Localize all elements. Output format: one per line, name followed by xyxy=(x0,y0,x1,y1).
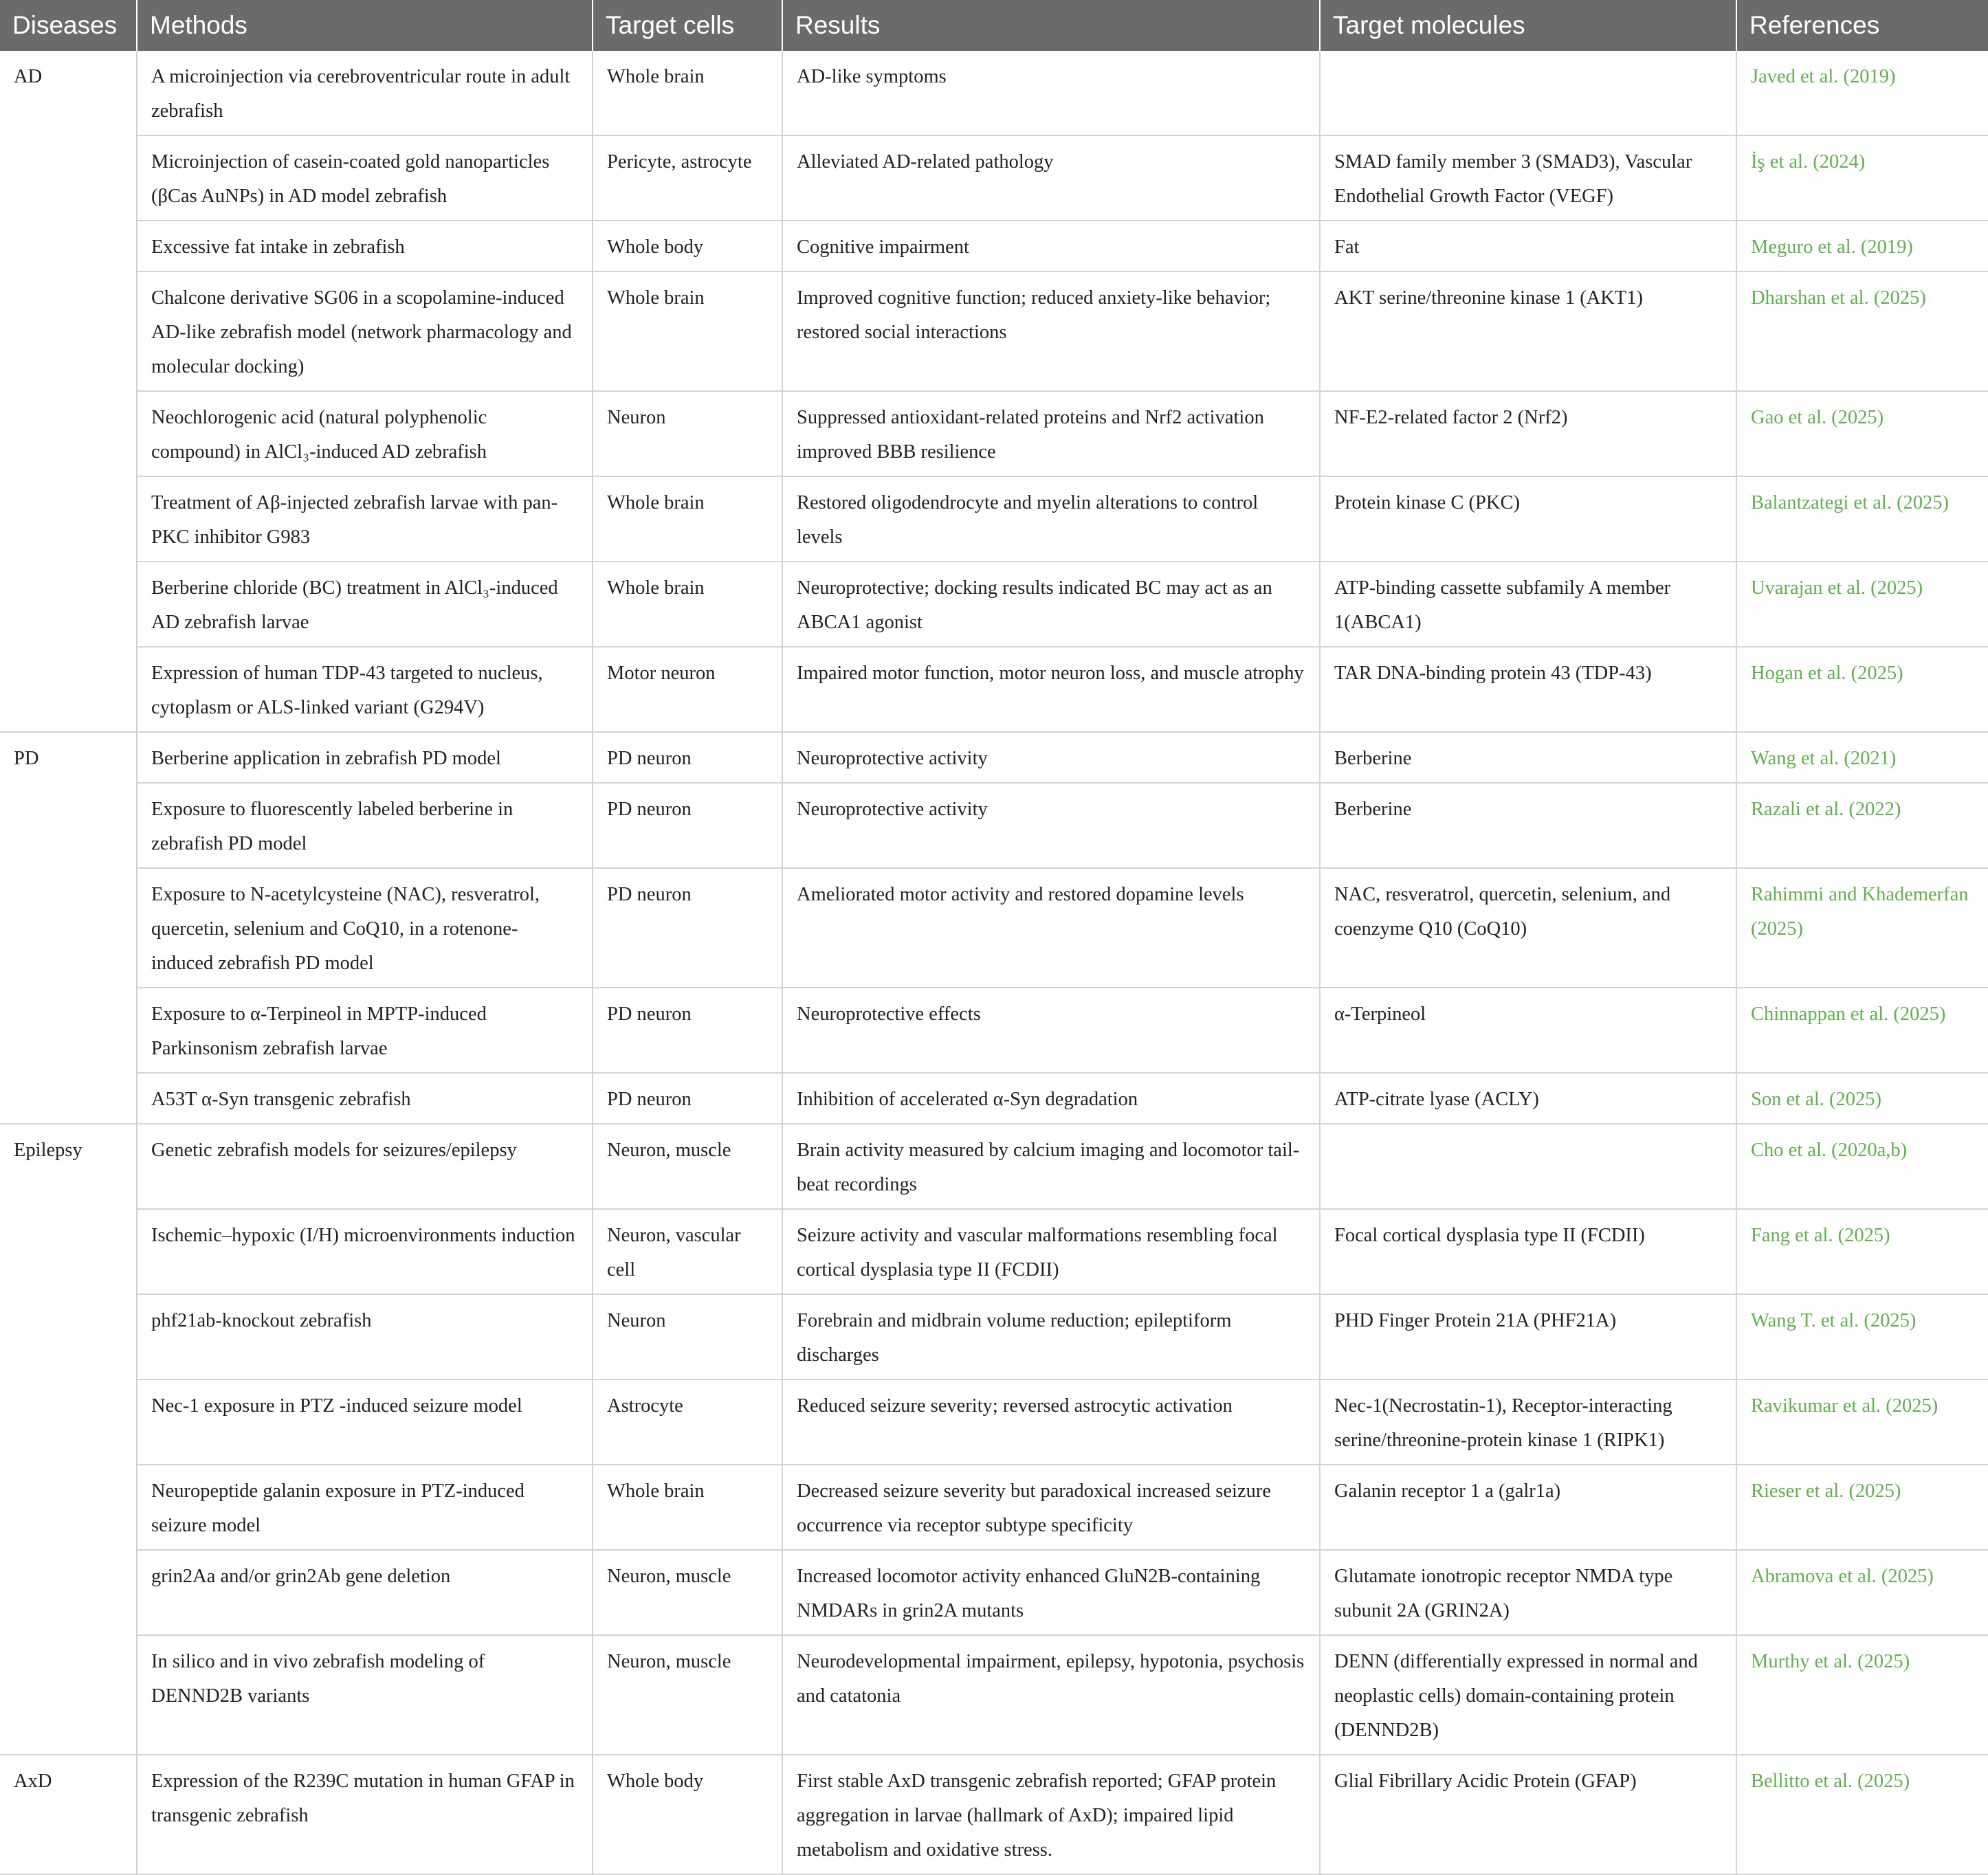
method-cell: Ischemic–hypoxic (I/H) microenvironments induction xyxy=(137,1209,593,1294)
target-molecules-cell: Berberine xyxy=(1320,783,1736,868)
target-cells-cell: PD neuron xyxy=(593,1073,782,1124)
method-cell: Expression of the R239C mutation in human GFAP in transgenic zebrafish xyxy=(137,1755,593,1874)
table-row xyxy=(0,271,1988,391)
reference-link[interactable]: Wang T. et al. (2025) xyxy=(1736,1294,1988,1379)
target-cells-cell: Neuron, muscle xyxy=(593,1124,782,1209)
header-methods: Methods xyxy=(137,0,593,51)
results-cell: Neuroprotective; docking results indicated BC may act as an ABCA1 agonist xyxy=(782,562,1320,647)
target-molecules-cell: ATP-binding cassette subfamily A member 1(ABCA1) xyxy=(1320,562,1736,647)
reference-link[interactable]: Gao et al. (2025) xyxy=(1736,391,1988,476)
method-cell: phf21ab-knockout zebrafish xyxy=(137,1294,593,1379)
disease-cell: PD xyxy=(0,732,137,1124)
target-cells-cell: Neuron xyxy=(593,1294,782,1379)
target-molecules-cell: Glutamate ionotropic receptor NMDA type subunit 2A (GRIN2A) xyxy=(1320,1550,1736,1635)
results-cell: Ameliorated motor activity and restored dopamine levels xyxy=(782,868,1320,988)
target-molecules-cell: ATP-citrate lyase (ACLY) xyxy=(1320,1073,1736,1124)
table-row xyxy=(0,783,1988,868)
results-cell: Alleviated AD-related pathology xyxy=(782,135,1320,221)
reference-link[interactable]: İş et al. (2024) xyxy=(1736,135,1988,221)
header-row xyxy=(0,0,1988,51)
table-row xyxy=(0,732,1988,783)
target-molecules-cell: TAR DNA-binding protein 43 (TDP-43) xyxy=(1320,647,1736,732)
table-row xyxy=(0,1550,1988,1635)
target-molecules-cell: PHD Finger Protein 21A (PHF21A) xyxy=(1320,1294,1736,1379)
table-row xyxy=(0,1379,1988,1465)
method-cell: Microinjection of casein-coated gold nanoparticles (βCas AuNPs) in AD model zebrafish xyxy=(137,135,593,221)
target-cells-cell: PD neuron xyxy=(593,783,782,868)
method-cell: Nec-1 exposure in PTZ -induced seizure model xyxy=(137,1379,593,1465)
results-cell: Improved cognitive function; reduced anxiety-like behavior; restored social interactions xyxy=(782,271,1320,391)
target-molecules-cell: α-Terpineol xyxy=(1320,988,1736,1073)
results-cell: Increased locomotor activity enhanced GluN2B-containing NMDARs in grin2A mutants xyxy=(782,1550,1320,1635)
reference-link[interactable]: Chinnappan et al. (2025) xyxy=(1736,988,1988,1073)
results-cell: Brain activity measured by calcium imaging and locomotor tail-beat recordings xyxy=(782,1124,1320,1209)
target-cells-cell: Whole brain xyxy=(593,1465,782,1550)
method-cell: Berberine chloride (BC) treatment in AlCl₃-induced AD zebrafish larvae xyxy=(137,562,593,647)
reference-link[interactable]: Rieser et al. (2025) xyxy=(1736,1465,1988,1550)
header-diseases: Diseases xyxy=(0,0,137,51)
target-cells-cell: Whole brain xyxy=(593,51,782,135)
reference-link[interactable]: Meguro et al. (2019) xyxy=(1736,221,1988,271)
table-row xyxy=(0,1465,1988,1550)
table-row xyxy=(0,1755,1988,1874)
method-cell: Exposure to N-acetylcysteine (NAC), resveratrol, quercetin, selenium and CoQ10, in a rotenone-induced zebrafish PD model xyxy=(137,868,593,988)
reference-link[interactable]: Hogan et al. (2025) xyxy=(1736,647,1988,732)
results-cell: Cognitive impairment xyxy=(782,221,1320,271)
table-row xyxy=(0,1073,1988,1124)
table-row xyxy=(0,1294,1988,1379)
target-molecules-cell: Focal cortical dysplasia type II (FCDII) xyxy=(1320,1209,1736,1294)
method-cell: Exposure to α-Terpineol in MPTP-induced Parkinsonism zebrafish larvae xyxy=(137,988,593,1073)
target-molecules-cell xyxy=(1320,1124,1736,1209)
target-cells-cell: Neuron, vascular cell xyxy=(593,1209,782,1294)
results-cell: Decreased seizure severity but paradoxical increased seizure occurrence via receptor subtype specificity xyxy=(782,1465,1320,1550)
target-molecules-cell: Glial Fibrillary Acidic Protein (GFAP) xyxy=(1320,1755,1736,1874)
target-cells-cell: Whole body xyxy=(593,221,782,271)
header-references: References xyxy=(1736,0,1988,51)
method-cell: Expression of human TDP-43 targeted to nucleus, cytoplasm or ALS-linked variant (G294V) xyxy=(137,647,593,732)
results-cell: Neuroprotective activity xyxy=(782,783,1320,868)
table-row xyxy=(0,135,1988,221)
target-cells-cell: Astrocyte xyxy=(593,1379,782,1465)
header-results: Results xyxy=(782,0,1320,51)
table-row xyxy=(0,868,1988,988)
results-cell: Suppressed antioxidant-related proteins and Nrf2 activation improved BBB resilience xyxy=(782,391,1320,476)
target-cells-cell: PD neuron xyxy=(593,988,782,1073)
header-target-cells: Target cells xyxy=(593,0,782,51)
results-cell: Restored oligodendrocyte and myelin alterations to control levels xyxy=(782,476,1320,562)
method-cell: Berberine application in zebrafish PD model xyxy=(137,732,593,783)
target-cells-cell: PD neuron xyxy=(593,732,782,783)
method-cell: Genetic zebrafish models for seizures/epilepsy xyxy=(137,1124,593,1209)
method-cell: A microinjection via cerebroventricular route in adult zebrafish xyxy=(137,51,593,135)
results-cell: Forebrain and midbrain volume reduction; epileptiform discharges xyxy=(782,1294,1320,1379)
results-cell: First stable AxD transgenic zebrafish reported; GFAP protein aggregation in larvae (hallmark of AxD); impaired lipid metabolism and oxidative stress. xyxy=(782,1755,1320,1874)
target-cells-cell: Neuron, muscle xyxy=(593,1550,782,1635)
target-molecules-cell: NAC, resveratrol, quercetin, selenium, and coenzyme Q10 (CoQ10) xyxy=(1320,868,1736,988)
table-row xyxy=(0,476,1988,562)
reference-link[interactable]: Wang et al. (2021) xyxy=(1736,732,1988,783)
table-row xyxy=(0,647,1988,732)
reference-link[interactable]: Son et al. (2025) xyxy=(1736,1073,1988,1124)
target-cells-cell: Whole brain xyxy=(593,562,782,647)
target-cells-cell: Whole brain xyxy=(593,271,782,391)
table-row xyxy=(0,1124,1988,1209)
target-molecules-cell: Fat xyxy=(1320,221,1736,271)
disease-cell: Epilepsy xyxy=(0,1124,137,1755)
reference-link[interactable]: Rahimmi and Khademerfan (2025) xyxy=(1736,868,1988,988)
reference-link[interactable]: Dharshan et al. (2025) xyxy=(1736,271,1988,391)
table-row xyxy=(0,221,1988,271)
target-molecules-cell: AKT serine/threonine kinase 1 (AKT1) xyxy=(1320,271,1736,391)
disease-cell: AxD xyxy=(0,1755,137,1874)
reference-link[interactable]: Fang et al. (2025) xyxy=(1736,1209,1988,1294)
method-cell: grin2Aa and/or grin2Ab gene deletion xyxy=(137,1550,593,1635)
target-molecules-cell: NF-E2-related factor 2 (Nrf2) xyxy=(1320,391,1736,476)
reference-link[interactable]: Bellitto et al. (2025) xyxy=(1736,1755,1988,1874)
reference-link[interactable]: Murthy et al. (2025) xyxy=(1736,1635,1988,1755)
target-cells-cell: Neuron xyxy=(593,391,782,476)
method-cell: A53T α-Syn transgenic zebrafish xyxy=(137,1073,593,1124)
method-cell: Treatment of Aβ-injected zebrafish larvae with pan-PKC inhibitor G983 xyxy=(137,476,593,562)
results-cell: Neuroprotective activity xyxy=(782,732,1320,783)
reference-link[interactable]: Uvarajan et al. (2025) xyxy=(1736,562,1988,647)
target-cells-cell: Whole body xyxy=(593,1755,782,1874)
table-row xyxy=(0,1209,1988,1294)
results-cell: Neuroprotective effects xyxy=(782,988,1320,1073)
target-molecules-cell: Berberine xyxy=(1320,732,1736,783)
target-molecules-cell xyxy=(1320,51,1736,135)
table-row xyxy=(0,562,1988,647)
method-cell: Neochlorogenic acid (natural polyphenolic compound) in AlCl₃-induced AD zebrafish xyxy=(137,391,593,476)
table-row xyxy=(0,51,1988,135)
method-cell: Exposure to fluorescently labeled berberine in zebrafish PD model xyxy=(137,783,593,868)
reference-link[interactable]: Ravikumar et al. (2025) xyxy=(1736,1379,1988,1465)
disease-cell: AD xyxy=(0,51,137,732)
table-row xyxy=(0,1635,1988,1755)
target-cells-cell: PD neuron xyxy=(593,868,782,988)
reference-link[interactable]: Javed et al. (2019) xyxy=(1736,51,1988,135)
method-cell: Excessive fat intake in zebrafish xyxy=(137,221,593,271)
reference-link[interactable]: Cho et al. (2020a,b) xyxy=(1736,1124,1988,1209)
target-cells-cell: Whole brain xyxy=(593,476,782,562)
header-target-molecules: Target molecules xyxy=(1320,0,1736,51)
results-cell: Impaired motor function, motor neuron loss, and muscle atrophy xyxy=(782,647,1320,732)
reference-link[interactable]: Abramova et al. (2025) xyxy=(1736,1550,1988,1635)
results-cell: Reduced seizure severity; reversed astrocytic activation xyxy=(782,1379,1320,1465)
target-molecules-cell: Protein kinase C (PKC) xyxy=(1320,476,1736,562)
results-cell: AD-like symptoms xyxy=(782,51,1320,135)
target-molecules-cell: Nec-1(Necrostatin-1), Receptor-interacting serine/threonine-protein kinase 1 (RIPK1) xyxy=(1320,1379,1736,1465)
target-molecules-cell: DENN (differentially expressed in normal and neoplastic cells) domain-containing protein (DENND2B) xyxy=(1320,1635,1736,1755)
table-row xyxy=(0,988,1988,1073)
target-cells-cell: Neuron, muscle xyxy=(593,1635,782,1755)
results-cell: Seizure activity and vascular malformations resembling focal cortical dysplasia type II (FCDII) xyxy=(782,1209,1320,1294)
reference-link[interactable]: Razali et al. (2022) xyxy=(1736,783,1988,868)
reference-link[interactable]: Balantzategi et al. (2025) xyxy=(1736,476,1988,562)
table-body xyxy=(0,51,1988,1874)
target-cells-cell: Pericyte, astrocyte xyxy=(593,135,782,221)
method-cell: In silico and in vivo zebrafish modeling of DENND2B variants xyxy=(137,1635,593,1755)
method-cell: Chalcone derivative SG06 in a scopolamine-induced AD-like zebrafish model (network pharmacology and molecular docking) xyxy=(137,271,593,391)
method-cell: Neuropeptide galanin exposure in PTZ-induced seizure model xyxy=(137,1465,593,1550)
table-row xyxy=(0,391,1988,476)
target-molecules-cell: SMAD family member 3 (SMAD3), Vascular Endothelial Growth Factor (VEGF) xyxy=(1320,135,1736,221)
target-molecules-cell: Galanin receptor 1 a (galr1a) xyxy=(1320,1465,1736,1550)
results-cell: Neurodevelopmental impairment, epilepsy, hypotonia, psychosis and catatonia xyxy=(782,1635,1320,1755)
results-cell: Inhibition of accelerated α-Syn degradation xyxy=(782,1073,1320,1124)
target-cells-cell: Motor neuron xyxy=(593,647,782,732)
